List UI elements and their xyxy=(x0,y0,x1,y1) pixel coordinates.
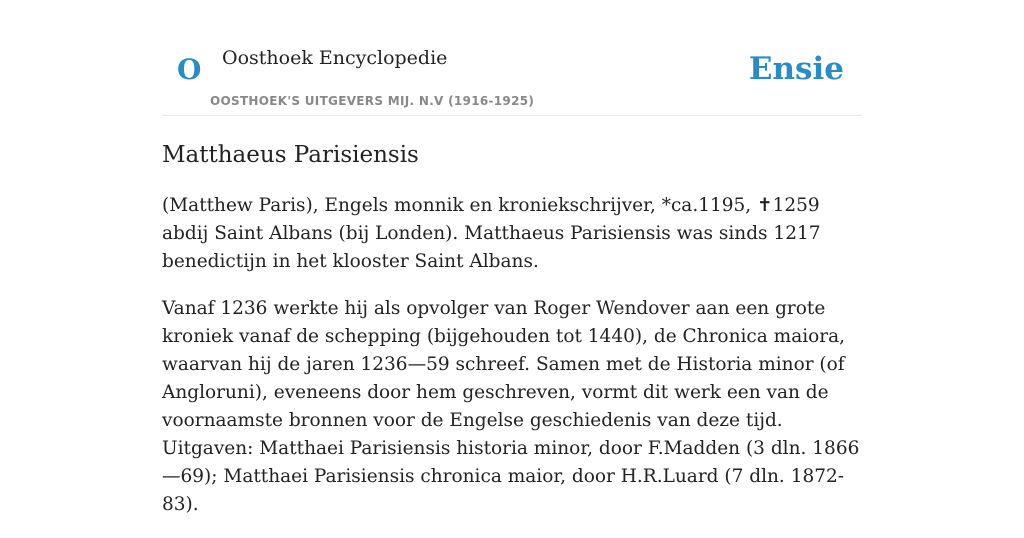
source-logo: O xyxy=(177,53,202,86)
source-subtitle: OOSTHOEK'S UITGEVERS MIJ. N.V (1916-1925) xyxy=(210,94,535,108)
entry-paragraph-2: Vanaf 1236 werkte hij als opvolger van Roger Wendover aan een grote kroniek vanaf de schepping (bijgehouden tot 1440), de Chronica maiora, waarvan hij de jaren 1236—59 schreef. Samen met de Historia minor (of Angloruni), eveneens door hem geschreven, vormt dit werk een van de voornaamste bronnen voor de Engelse geschiedenis van deze tijd. Uitgaven: Matthaei Parisiensis historia minor, door F.Madden (3 dln. 1866—69); Matthaei Parisiensis chronica maior, door H.R.Luard (7 dln. 1872-83). xyxy=(162,298,860,515)
entry-paragraph-1: (Matthew Paris), Engels monnik en kroniekschrijver, *ca.1195, ✝1259 abdij Saint Albans (bij Londen). Matthaeus Parisiensis was sinds 1217 benedictijn in het klooster Saint Albans. xyxy=(162,195,821,272)
page-container xyxy=(162,0,862,515)
source-title[interactable]: Oosthoek Encyclopedie xyxy=(222,47,448,69)
entry-body xyxy=(162,192,862,538)
ensie-logo-link[interactable]: Ensie xyxy=(748,51,844,87)
source-header xyxy=(162,0,862,116)
page-title: Matthaeus Parisiensis xyxy=(162,142,419,168)
